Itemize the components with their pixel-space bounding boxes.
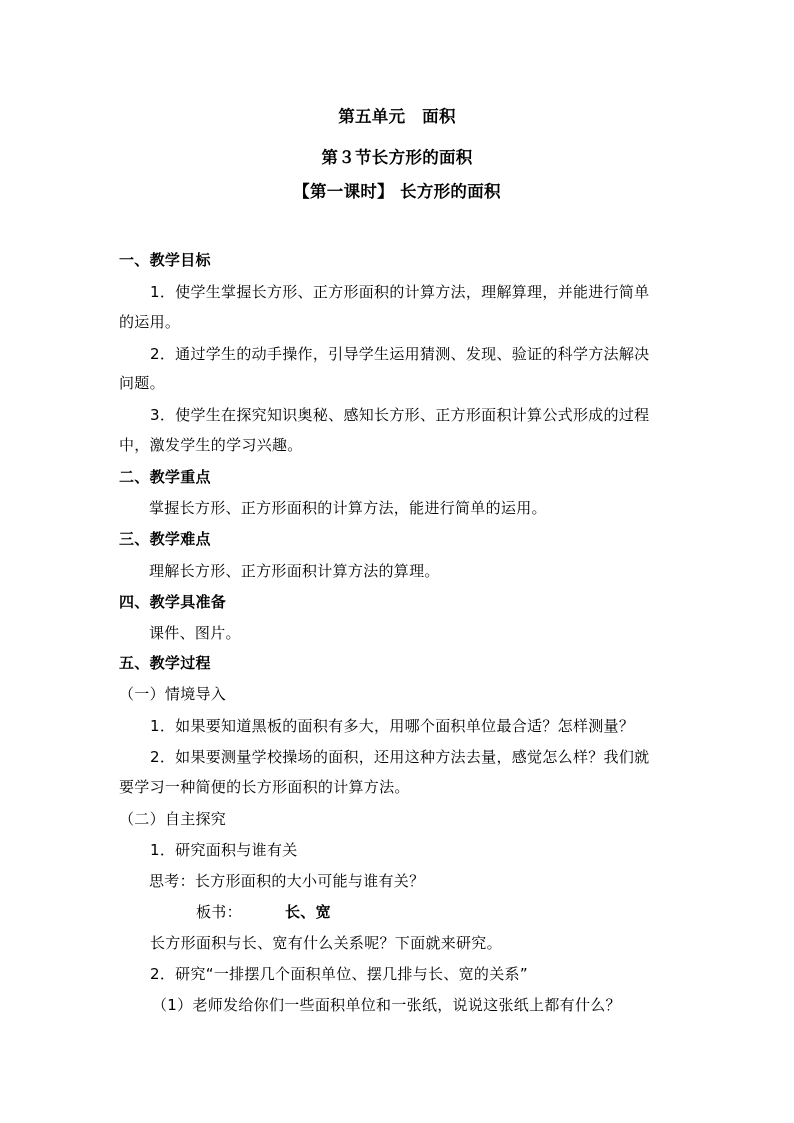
intro-question-2-line1: 2．如果要测量学校操场的面积，还用这种方法去量，感觉怎么样？我们就 xyxy=(150,748,650,766)
board-label: 板书： xyxy=(196,903,242,921)
unit-title: 第五单元 面积 xyxy=(338,107,456,126)
objective-1-line1: 1．使学生掌握长方形、正方形面积的计算方法，理解算理，并能进行简单 xyxy=(150,283,650,301)
think-question: 思考：长方形面积的大小可能与谁有关？ xyxy=(149,872,425,890)
lesson-title: 【第一课时】 长方形的面积 xyxy=(293,182,501,201)
key-points-text: 掌握长方形、正方形面积的计算方法，能进行简单的运用。 xyxy=(149,499,547,517)
relation-question: 长方形面积与长、宽有什么关系呢？下面就来研究。 xyxy=(150,934,502,952)
intro-question-2-line2: 要学习一种简便的长方形面积的计算方法。 xyxy=(119,778,410,796)
heading-difficulties: 三、教学难点 xyxy=(119,530,211,548)
materials-text: 课件、图片。 xyxy=(149,624,241,642)
difficulties-text: 理解长方形、正方形面积计算方法的算理。 xyxy=(149,562,440,580)
section-title: 第３节长方形的面积 xyxy=(321,148,473,167)
objective-2-line1: 2．通过学生的动手操作，引导学生运用猜测、发现、验证的科学方法解决 xyxy=(150,345,650,363)
heading-objectives: 一、教学目标 xyxy=(119,251,211,269)
explore-item-1: 1．研究面积与谁有关 xyxy=(150,841,298,859)
explore-item-2-question-1: （1）老师发给你们一些面积单位和一张纸，说说这张纸上都有什么？ xyxy=(152,996,621,1014)
objective-3-line2: 中，激发学生的学习兴趣。 xyxy=(119,436,303,454)
subheading-explore: （二）自主探究 xyxy=(119,810,227,828)
objective-2-line2: 问题。 xyxy=(119,374,165,392)
subheading-intro: （一）情境导入 xyxy=(119,685,227,703)
board-value: 长、宽 xyxy=(285,903,331,921)
explore-item-2: 2．研究“一排摆几个面积单位、摆几排与长、宽的关系” xyxy=(150,965,528,983)
heading-key-points: 二、教学重点 xyxy=(119,468,211,486)
intro-question-1: 1．如果要知道黑板的面积有多大，用哪个面积单位最合适？怎样测量？ xyxy=(150,717,635,735)
heading-materials: 四、教学具准备 xyxy=(119,593,227,611)
objective-3-line1: 3．使学生在探究知识奥秘、感知长方形、正方形面积计算公式形成的过程 xyxy=(150,406,650,424)
heading-process: 五、教学过程 xyxy=(119,654,211,672)
objective-1-line2: 的运用。 xyxy=(119,313,181,331)
